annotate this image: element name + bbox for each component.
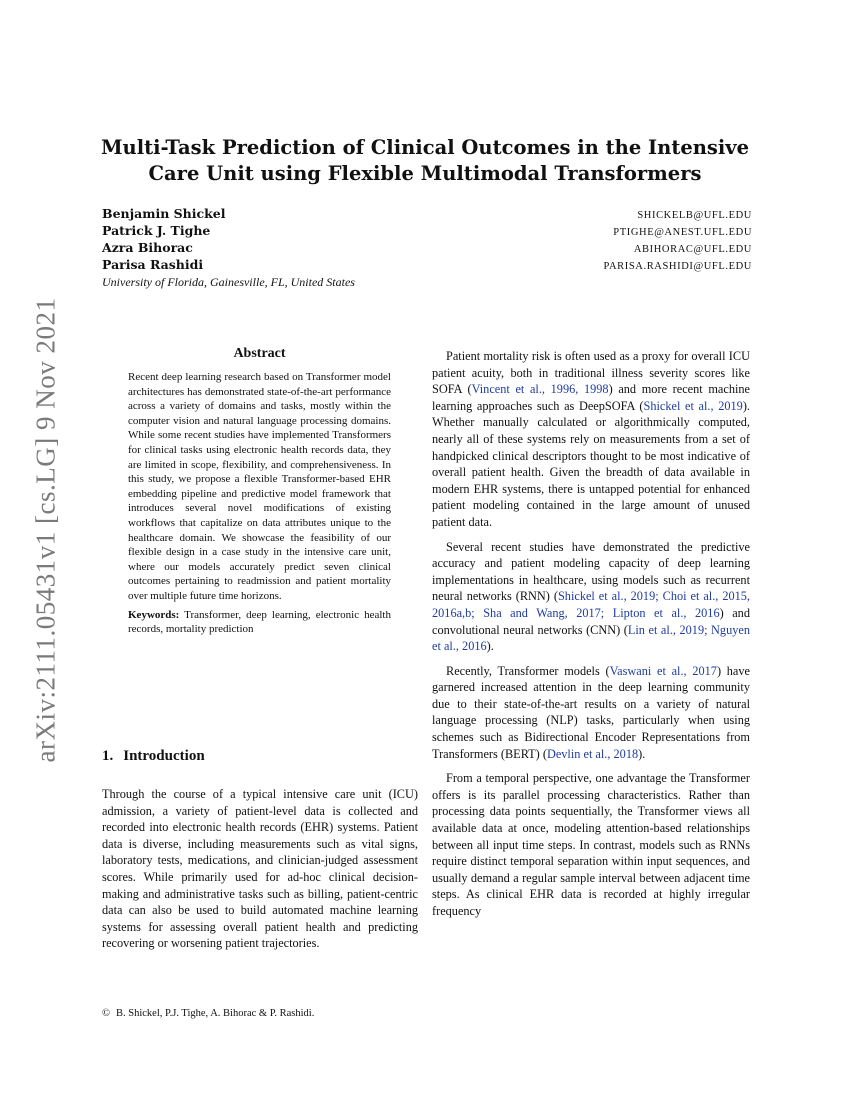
section-number: 1. [102,748,114,764]
affiliation: University of Florida, Gainesville, FL, United States [102,275,355,289]
author-name: Parisa Rashidi [102,257,204,272]
right-column [432,348,750,928]
abstract-text: Recent deep learning research based on Transformer model architectures has demonstrated state-of-the-art performance across a variety of domains and tasks, mostly within the computer vision and natural language processing domains. While some recent studies have implemented Transformers for clinical tasks using electronic health records data, they are limited in scope, flexibility, and comprehensiveness. In this study, we propose a flexible Transformer-based EHR embedding pipeline and predictive model framework that introduces several novel modifications of existing workflows that capitalize on data attributes unique to the healthcare domain. We showcase the feasibility of our flexible design in a case study in the intensive care unit, where our models accurately predict seven clinical outcomes pertaining to readmission and patient mortality over multiple future time horizons. [128,371,391,602]
paper-title: Multi-Task Prediction of Clinical Outcomes in the Intensive Care Unit using Flexible Multimodal Transformers [100,136,750,185]
text-run: ) and convolutional neural networks (CNN) ( [432,605,750,637]
keywords-label: Keywords: [128,608,180,621]
author-email: ABIHORAC@UFL.EDU [633,244,752,255]
intro-paragraph: Through the course of a typical intensive care unit (ICU) admission, a variety of patient-level data is collected and recorded into electronic health records (EHR) systems. Patient data is diverse, including measurements such as vital signs, laboratory tests, medications, and clinician-judged assessment scores. While primarily used for ad-hoc clinical decision-making and administrative tasks such as billing, patient-centric data can also be used to build automated machine learning systems for assessing overall patient health and predicting recovering or worsening patient trajectories. [102,787,418,951]
paragraph-mortality-risk [432,348,750,531]
author-row [102,257,752,274]
arxiv-side-stamp [8,0,68,1100]
citation-link[interactable]: Devlin et al., 2018 [546,746,639,761]
author-row [102,223,752,240]
author-row [102,240,752,257]
arxiv-identifier: arXiv:2111.05431v1 [cs.LG] 9 Nov 2021 [30,297,61,763]
citation-link[interactable]: Shickel et al., 2019; Choi et al., 2015, 2016a,b; Sha and Wang, 2017; Lipton et al., 2016 [432,589,750,620]
section-title: Introduction [123,748,205,764]
left-column [102,786,418,960]
text-run: ) and more recent machine learning approaches such as DeepSOFA ( [432,382,750,413]
text-run: ). [638,746,646,761]
abstract-block [128,346,391,637]
citation-link[interactable]: Vincent et al., 1996, 1998 [471,382,609,397]
paragraph-temporal: From a temporal perspective, one advantage the Transformer offers is its parallel processing characteristics. Rather than processing data points sequentially, the Transformer views all available data at once, modeling attention-based relationships between all input time steps. In contrast, models such as RNNs require distinct temporal separation within input sequences, and usually demand a regular sample interval between adjacent time steps. As clinical EHR data is recorded at highly irregular frequency [432,771,750,918]
section-heading-introduction [102,748,205,765]
author-email: SHICKELB@UFL.EDU [637,210,752,221]
citation-link[interactable]: Vaswani et al., 2017 [609,663,717,678]
author-row [102,206,752,223]
copyright-symbol: © [102,1008,110,1019]
text-run: Several recent studies have demonstrated the predictive accuracy and patient modeling capacity of deep learning implementations in healthcare, using models such as recurrent neural networks (RNN) ( [432,539,750,604]
keywords-line [128,608,391,637]
author-name: Patrick J. Tighe [102,223,211,238]
author-email: PARISA.RASHIDI@UFL.EDU [603,261,752,272]
text-run: Patient mortality risk is often used as a proxy for overall ICU patient acuity, both in traditional illness severity scores like SOFA ( [432,349,750,397]
text-run: ). Whether manually calculated or algorithmically computed, nearly all of these systems rely on measurements from a set of handpicked clinical descriptors thought to be most indicative of overall patient health. Given the breadth of data available in modern EHR systems, there is untapped potential for enhanced patient modeling contained in the large amount of unused patient data. [432,398,750,529]
citation-link[interactable]: Shickel et al., 2019 [643,398,743,413]
author-name: Benjamin Shickel [102,206,226,221]
abstract-heading: Abstract [233,346,286,361]
author-email: PTIGHE@ANEST.UFL.EDU [613,227,752,238]
copyright-footer [102,1008,314,1019]
paragraph-deep-learning [432,539,750,655]
text-run: ) have garnered increased attention in the deep learning community due to their state-of-the-art results on a variety of natural language processing (NLP) tasks, particularly when using schemes such as Bidirectional Encoder Representations from Transformers (BERT) ( [432,663,750,761]
keywords-text: Transformer, deep learning, electronic health records, mortality prediction [128,608,391,636]
author-name: Azra Bihorac [102,240,193,255]
paragraph-transformers [432,663,750,763]
author-block [102,206,752,290]
citation-link[interactable]: Lin et al., 2019; Nguyen et al., 2016 [432,622,750,654]
text-run: Recently, Transformer models ( [446,663,610,678]
copyright-text: B. Shickel, P.J. Tighe, A. Bihorac & P. Rashidi. [115,1008,315,1019]
text-run: ). [486,639,494,654]
